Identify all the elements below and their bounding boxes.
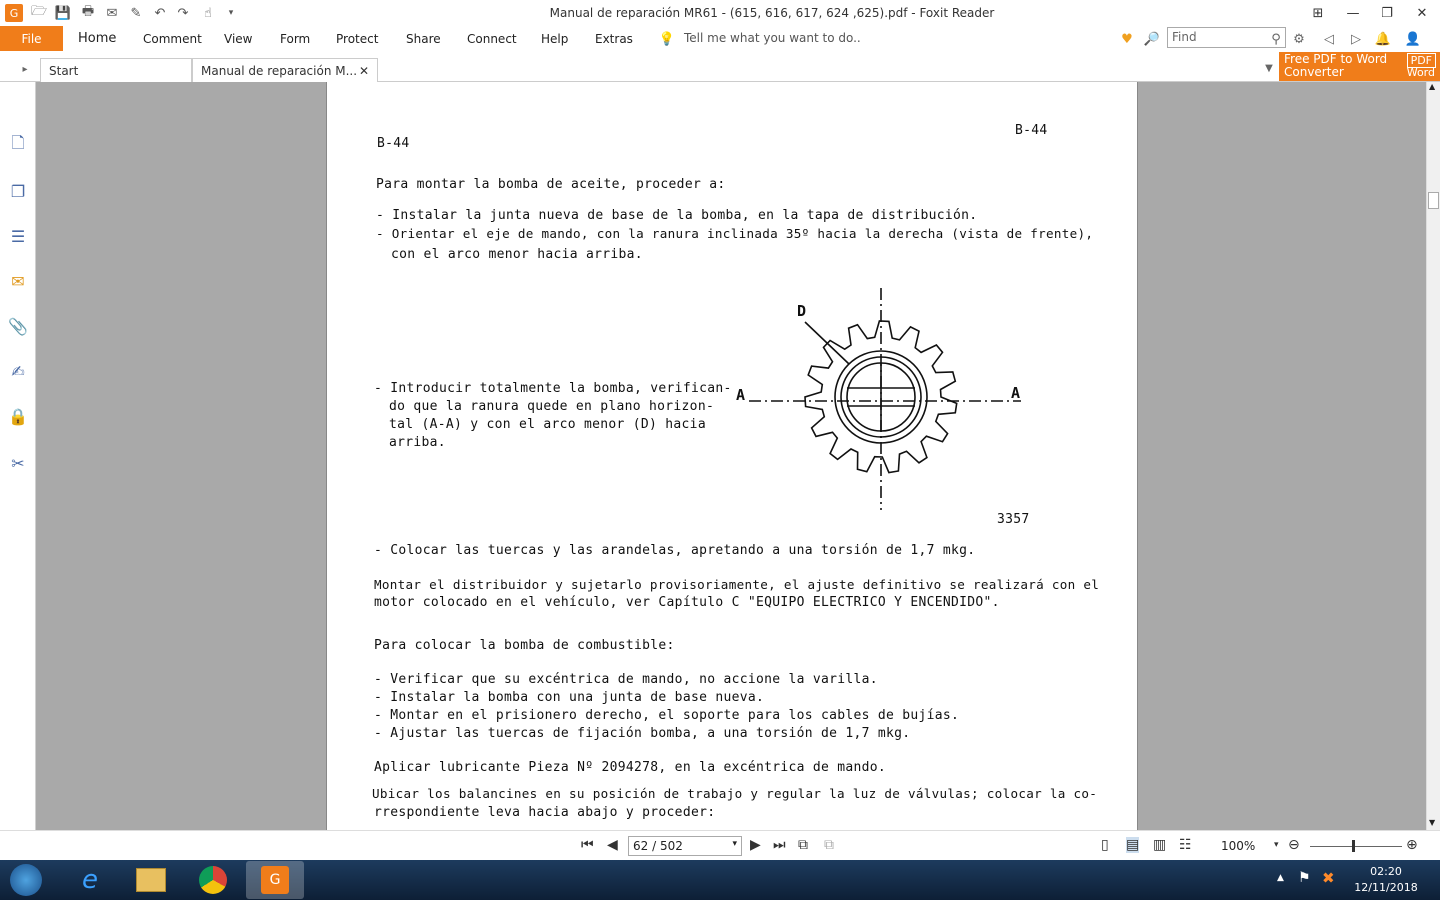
single-page-icon[interactable]: ▯: [1101, 837, 1109, 853]
clock-time: 02:20: [1370, 865, 1402, 878]
windows-taskbar: [0, 860, 1440, 900]
window-title: Manual de reparación MR61 - (615, 616, 617, 624 ,625).pdf - Foxit Reader: [549, 6, 995, 20]
pdf-to-word-ad[interactable]: [1279, 52, 1440, 81]
clock-date: 12/11/2018: [1354, 881, 1418, 894]
badge-bottom: Word: [1406, 66, 1435, 79]
security-lock-icon[interactable]: 🔒: [8, 406, 28, 426]
chrome-icon[interactable]: [184, 861, 242, 899]
tab-document-label: Manual de reparación M...: [201, 64, 358, 78]
edit-tools-icon[interactable]: ✂: [11, 453, 25, 473]
network-warning-icon[interactable]: ✖: [1322, 869, 1335, 887]
tab-protect[interactable]: Protect: [336, 32, 379, 46]
facing-page-icon[interactable]: ▥: [1153, 837, 1167, 853]
new-document-icon[interactable]: ✎: [130, 5, 142, 21]
minimize-button[interactable]: —: [1346, 5, 1360, 21]
hand-tool-icon[interactable]: ☝: [204, 5, 212, 21]
intro-text: Para montar la bomba de aceite, proceder a:: [376, 177, 726, 192]
close-window-button[interactable]: ✕: [1416, 5, 1428, 21]
para-4: Aplicar lubricante Pieza Nº 2094278, en la excéntrica de mando.: [374, 760, 886, 775]
page-indicator: 62 / 502: [633, 839, 683, 853]
close-tab-icon[interactable]: ✕: [358, 64, 369, 78]
folder-shape: [136, 868, 166, 892]
ribbon-tabs: [0, 26, 1440, 52]
next-page-icon[interactable]: ▶: [750, 837, 761, 853]
previous-page-icon[interactable]: ◀: [607, 837, 618, 853]
document-tab-bar: [0, 56, 1440, 82]
pdf-page: [326, 82, 1138, 830]
scroll-up-icon[interactable]: ▲: [1429, 82, 1436, 91]
previous-result-icon[interactable]: ◁: [1324, 31, 1334, 47]
bookmarks-icon[interactable]: 🗋: [11, 132, 25, 152]
scroll-down-icon[interactable]: ▼: [1429, 818, 1436, 827]
zoom-dropdown-icon[interactable]: ▾: [1274, 840, 1279, 850]
step-2a: - Orientar el eje de mando, con la ranura inclinada 35º hacia la derecha (vista de frente),: [376, 226, 1094, 241]
step-4: - Colocar las tuercas y las arandelas, apretando a una torsión de 1,7 mkg.: [374, 543, 976, 558]
start-button[interactable]: [0, 861, 52, 899]
search-icon[interactable]: ⚲: [1271, 31, 1281, 47]
step-2b: con el arco menor hacia arriba.: [391, 247, 643, 262]
badge-top: PDF: [1410, 54, 1432, 67]
navigation-sidebar: [0, 82, 36, 830]
zoom-level[interactable]: 100%: [1221, 839, 1256, 853]
title-bar: [0, 0, 1440, 26]
save-icon[interactable]: 💾: [54, 5, 72, 21]
zoom-in-icon[interactable]: ⊕: [1406, 837, 1418, 853]
show-hidden-icons[interactable]: ▲: [1277, 873, 1284, 883]
last-page-icon[interactable]: ⏭: [773, 837, 786, 853]
pages-icon[interactable]: ❐: [10, 181, 26, 201]
system-clock[interactable]: [1346, 864, 1426, 896]
oil-pump-gear-diagram: [727, 282, 1047, 522]
foxit-reader-taskbar-icon[interactable]: [246, 861, 304, 899]
file-explorer-icon[interactable]: [122, 861, 180, 899]
tab-view[interactable]: View: [224, 32, 253, 46]
favorite-icon[interactable]: ♥: [1121, 31, 1133, 47]
tab-form[interactable]: Form: [280, 32, 311, 46]
fig-label-a-left: A: [736, 386, 746, 404]
notification-bell-icon[interactable]: 🔔: [1374, 31, 1392, 47]
tab-document[interactable]: [192, 58, 378, 82]
signature-icon[interactable]: ✍: [11, 361, 25, 381]
tab-start[interactable]: Start: [40, 58, 192, 82]
zoom-slider-track[interactable]: [1310, 846, 1402, 847]
user-account-icon[interactable]: 👤: [1404, 31, 1422, 47]
step-1: - Instalar la junta nueva de base de la bomba, en la tapa de distribución.: [376, 208, 978, 223]
windows-logo-icon: [10, 864, 42, 896]
para-5a: Ubicar los balancines en su posición de trabajo y regular la luz de válvulas; colocar la co-: [372, 786, 1098, 801]
step-3-line-2: do que la ranura quede en plano horizon-: [389, 399, 715, 414]
step-3-line-3: tal (A-A) y con el arco menor (D) hacia: [389, 417, 706, 432]
continuous-page-icon[interactable]: ▤: [1126, 837, 1140, 853]
continuous-facing-icon[interactable]: ☷: [1179, 837, 1192, 853]
next-result-icon[interactable]: ▷: [1351, 31, 1361, 47]
foxit-logo-icon: G: [5, 4, 23, 22]
header-left: B-44: [377, 136, 410, 151]
fuel-step-3: - Montar en el prisionero derecho, el soporte para los cables de bujías.: [374, 708, 960, 723]
tab-help[interactable]: Help: [541, 32, 569, 46]
zoom-out-icon[interactable]: ⊖: [1288, 837, 1300, 853]
status-bar: [0, 830, 1440, 860]
fig-label-a-right: A: [1011, 384, 1021, 402]
next-view-icon[interactable]: ⧉: [824, 837, 834, 853]
foxit-taskbar-logo: G: [261, 866, 289, 894]
ribbon-display-icon[interactable]: ⊞: [1312, 5, 1324, 21]
tab-connect[interactable]: Connect: [467, 32, 517, 46]
step-3-line-4: arriba.: [389, 435, 446, 450]
page-dropdown-icon[interactable]: ▾: [732, 839, 737, 849]
print-icon[interactable]: 🖶: [81, 4, 95, 19]
fuel-step-1: - Verificar que su excéntrica de mando, no accione la varilla.: [374, 672, 878, 687]
sidebar-toggle-icon[interactable]: ▸: [22, 63, 28, 75]
para-2a: Montar el distribuidor y sujetarlo provisoriamente, el ajuste definitivo se realizará con el: [374, 577, 1100, 592]
file-tab[interactable]: File: [0, 26, 63, 51]
email-icon[interactable]: ✉: [106, 5, 118, 21]
tell-me-search[interactable]: Tell me what you want to do..: [684, 31, 861, 45]
lightbulb-icon: 💡: [658, 31, 676, 47]
fig-label-d: D: [797, 302, 807, 320]
chrome-circle: [199, 866, 227, 894]
document-viewer[interactable]: [36, 82, 1426, 830]
header-right: B-44: [1015, 123, 1048, 138]
zoom-slider-handle[interactable]: [1352, 840, 1355, 852]
figure-number: 3357: [997, 512, 1030, 527]
open-folder-icon[interactable]: 🗁: [30, 4, 48, 19]
fuel-step-2: - Instalar la bomba con una junta de base nueva.: [374, 690, 765, 705]
page-number-input[interactable]: [628, 836, 742, 856]
settings-icon[interactable]: ⚙: [1293, 31, 1305, 47]
tab-share[interactable]: Share: [406, 32, 441, 46]
internet-explorer-icon[interactable]: e: [82, 865, 98, 895]
tab-list-chevron-icon[interactable]: ▼: [1265, 62, 1273, 74]
previous-view-icon[interactable]: ⧉: [798, 837, 808, 853]
first-page-icon[interactable]: ⏮: [581, 837, 594, 853]
find-input[interactable]: Find: [1167, 27, 1286, 48]
para-3: Para colocar la bomba de combustible:: [374, 638, 675, 653]
redo-icon[interactable]: ↷: [177, 5, 189, 21]
tab-home[interactable]: Home: [78, 31, 117, 46]
restore-button[interactable]: ❐: [1381, 5, 1393, 21]
tab-extras[interactable]: Extras: [595, 32, 633, 46]
para-5b: rrespondiente leva hacia abajo y proceder:: [374, 805, 716, 820]
step-3-line-1: - Introducir totalmente la bomba, verifican-: [374, 381, 732, 396]
convert-line1: Free PDF to Word: [1284, 52, 1388, 66]
layers-icon[interactable]: ☰: [10, 226, 26, 246]
para-2b: motor colocado en el vehículo, ver Capítulo C "EQUIPO ELECTRICO Y ENCENDIDO".: [374, 595, 1000, 610]
comments-icon[interactable]: ✉: [11, 271, 25, 291]
search-folder-icon[interactable]: 🔎: [1143, 31, 1161, 47]
undo-icon[interactable]: ↶: [154, 5, 166, 21]
convert-line2: Converter: [1284, 65, 1344, 79]
fuel-step-4: - Ajustar las tuercas de fijación bomba, a una torsión de 1,7 mkg.: [374, 726, 911, 741]
vertical-scrollbar[interactable]: [1426, 82, 1440, 830]
attachments-icon[interactable]: 📎: [8, 316, 28, 336]
customize-toolbar-icon[interactable]: ▾: [228, 8, 234, 18]
scroll-thumb[interactable]: [1428, 192, 1439, 209]
tab-comment[interactable]: Comment: [143, 32, 202, 46]
action-center-flag-icon[interactable]: ⚑: [1298, 870, 1311, 886]
